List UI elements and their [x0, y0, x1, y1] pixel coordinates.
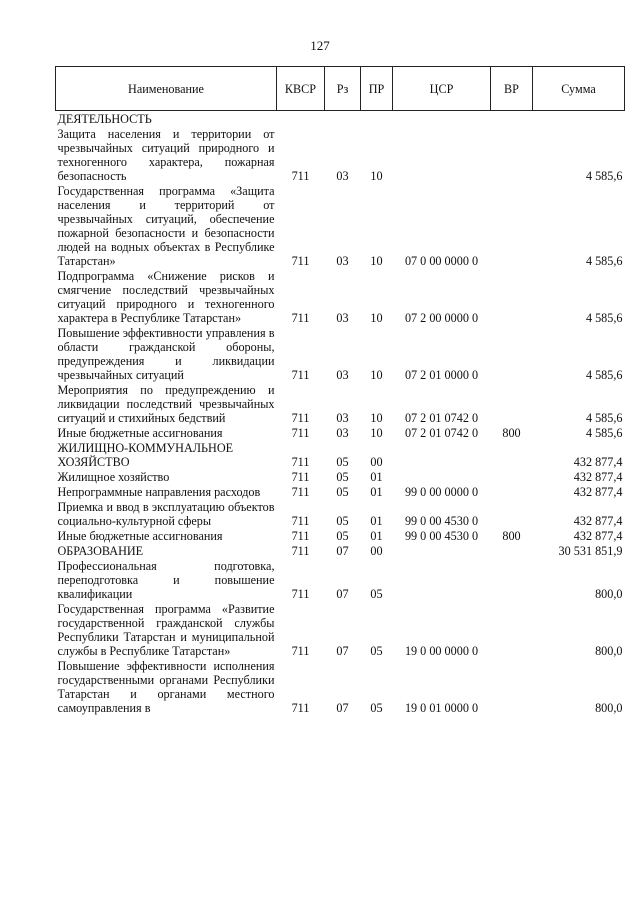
header-rz: Рз: [325, 67, 361, 111]
row-rz: 03: [336, 368, 349, 382]
row-sum: 800,0: [595, 701, 623, 715]
row-rz: 03: [336, 411, 349, 425]
row-csr: 07 2 00 0000 0: [404, 311, 479, 325]
row-rz: 07: [336, 544, 349, 558]
row-csr: 07 2 01 0742 0: [404, 426, 479, 440]
table-row: [56, 543, 625, 558]
row-sum: 432 877,4: [573, 455, 623, 469]
row-kvsr: 711: [291, 485, 310, 499]
table-row: [56, 469, 625, 484]
row-sum: 432 877,4: [573, 514, 623, 528]
row-pr: 10: [370, 368, 383, 382]
row-kvsr: 711: [291, 311, 310, 325]
row-vr: [491, 111, 533, 127]
row-pr: 00: [370, 455, 383, 469]
row-kvsr: 711: [291, 368, 310, 382]
row-name: Подпрограмма «Снижение рисков и смягчение последствий чрезвычайных ситуаций природного и техногенного характера в Республике Татарстан»: [57, 269, 275, 325]
row-vr: [491, 183, 533, 268]
row-csr: 99 0 00 4530 0: [404, 514, 479, 528]
row-sum: 432 877,4: [573, 485, 623, 499]
row-pr: 10: [370, 169, 383, 183]
row-kvsr: 711: [291, 587, 310, 601]
row-vr: [491, 382, 533, 425]
table-row: [56, 558, 625, 601]
row-name: ДЕЯТЕЛЬНОСТЬ: [57, 112, 152, 126]
row-vr: [491, 268, 533, 325]
header-name: Наименование: [56, 67, 277, 111]
row-pr: 10: [370, 426, 383, 440]
row-csr: 07 0 00 0000 0: [404, 254, 479, 268]
row-pr: 01: [370, 485, 383, 499]
table-row: [56, 325, 625, 382]
row-csr: [393, 469, 491, 484]
row-sum: 4 585,6: [585, 169, 623, 183]
row-kvsr: 711: [291, 529, 310, 543]
row-csr: [393, 543, 491, 558]
row-rz: 03: [336, 311, 349, 325]
table-row: [56, 658, 625, 715]
table-row: [56, 183, 625, 268]
row-name: Государственная программа «Защита населения и территорий от чрезвычайных ситуаций, обеспечение пожарной безопасности и безопасности людей на водных объектах в Республике Татарстан»: [57, 184, 275, 268]
row-pr: 05: [370, 587, 383, 601]
row-rz: 05: [336, 470, 349, 484]
row-vr: [491, 558, 533, 601]
row-sum: 800,0: [595, 644, 623, 658]
row-rz: 05: [336, 485, 349, 499]
row-vr: [491, 126, 533, 183]
header-sum: Сумма: [533, 67, 625, 111]
row-kvsr: 711: [291, 455, 310, 469]
page-number: 127: [310, 38, 330, 53]
row-name: Иные бюджетные ассигнования: [57, 529, 223, 543]
row-name: Профессиональная подготовка, переподготовка и повышение квалификации: [57, 559, 275, 601]
row-name: ОБРАЗОВАНИЕ: [57, 544, 144, 558]
row-kvsr: 711: [291, 544, 310, 558]
table-row: [56, 111, 625, 127]
row-rz: 05: [336, 529, 349, 543]
table-row: [56, 268, 625, 325]
row-csr: [393, 126, 491, 183]
row-name: Повышение эффективности исполнения государственными органами Республики Татарстан и органами местного самоуправления в: [57, 659, 275, 715]
row-pr: 01: [370, 514, 383, 528]
row-vr: [491, 325, 533, 382]
row-sum: 4 585,6: [585, 426, 623, 440]
row-kvsr: 711: [291, 644, 310, 658]
row-sum: 432 877,4: [573, 470, 623, 484]
row-pr: 05: [370, 644, 383, 658]
row-sum: 432 877,4: [573, 529, 623, 543]
row-pr: 10: [370, 411, 383, 425]
row-name: Иные бюджетные ассигнования: [57, 426, 223, 440]
header-pr: ПР: [361, 67, 393, 111]
table-row: [56, 440, 625, 469]
row-pr: 01: [370, 470, 383, 484]
row-sum: 4 585,6: [585, 411, 623, 425]
table-row: [56, 499, 625, 528]
row-vr: [491, 440, 533, 469]
row-sum: 4 585,6: [585, 368, 623, 382]
table-row: [56, 484, 625, 499]
row-csr: 99 0 00 4530 0: [404, 529, 479, 543]
table-row: [56, 601, 625, 658]
table-header-row: [56, 67, 625, 111]
row-vr: 800: [502, 426, 521, 440]
row-name: Повышение эффективности управления в области гражданской обороны, предупреждения и ликвидации чрезвычайных ситуаций: [57, 326, 275, 382]
budget-table: [55, 66, 625, 715]
row-rz: 05: [336, 455, 349, 469]
row-pr: 01: [370, 529, 383, 543]
row-kvsr: 711: [291, 169, 310, 183]
row-vr: [491, 601, 533, 658]
row-vr: 800: [502, 529, 521, 543]
row-rz: 05: [336, 514, 349, 528]
row-sum: 800,0: [595, 587, 623, 601]
row-csr: 07 2 01 0742 0: [404, 411, 479, 425]
row-csr: [393, 558, 491, 601]
row-kvsr: 711: [291, 254, 310, 268]
row-pr: 10: [370, 311, 383, 325]
row-sum: 4 585,6: [585, 311, 623, 325]
row-pr: [361, 111, 393, 127]
row-kvsr: 711: [291, 426, 310, 440]
row-csr: 19 0 00 0000 0: [404, 644, 479, 658]
row-name: Жилищное хозяйство: [57, 470, 170, 484]
row-kvsr: 711: [291, 411, 310, 425]
row-vr: [491, 499, 533, 528]
row-rz: 07: [336, 587, 349, 601]
row-pr: 05: [370, 701, 383, 715]
row-rz: 07: [336, 701, 349, 715]
row-rz: 07: [336, 644, 349, 658]
row-rz: [325, 111, 361, 127]
row-csr: 07 2 01 0000 0: [404, 368, 479, 382]
header-csr: ЦСР: [393, 67, 491, 111]
table-row: [56, 528, 625, 543]
row-rz: 03: [336, 426, 349, 440]
row-sum: 30 531 851,9: [558, 544, 623, 558]
row-name: Защита населения и территории от чрезвычайных ситуаций природного и техногенного характера, пожарная безопасность: [57, 127, 275, 183]
row-kvsr: 711: [291, 514, 310, 528]
row-pr: 00: [370, 544, 383, 558]
table-row: [56, 425, 625, 440]
header-kvsr: КВСР: [277, 67, 325, 111]
row-rz: 03: [336, 254, 349, 268]
header-vr: ВР: [491, 67, 533, 111]
row-name: ЖИЛИЩНО-КОММУНАЛЬНОЕ ХОЗЯЙСТВО: [57, 441, 234, 469]
row-kvsr: 711: [291, 470, 310, 484]
row-kvsr: [277, 111, 325, 127]
table-row: [56, 126, 625, 183]
row-sum: [533, 111, 625, 127]
row-kvsr: 711: [291, 701, 310, 715]
row-name: Приемка и ввод в эксплуатацию объектов социально-культурной сферы: [57, 500, 275, 528]
row-vr: [491, 484, 533, 499]
row-name: Государственная программа «Развитие государственной гражданской службы Республики Татарстан и муниципальной службы в Республике Татарстан»: [57, 602, 275, 658]
row-rz: 03: [336, 169, 349, 183]
row-csr: [393, 440, 491, 469]
row-sum: 4 585,6: [585, 254, 623, 268]
row-csr: 99 0 00 0000 0: [404, 485, 479, 499]
row-name: Непрограммные направления расходов: [57, 485, 261, 499]
row-vr: [491, 469, 533, 484]
row-name: Мероприятия по предупреждению и ликвидации последствий чрезвычайных ситуаций и стихийных бедствий: [57, 383, 275, 425]
row-csr: 19 0 01 0000 0: [404, 701, 479, 715]
row-pr: 10: [370, 254, 383, 268]
table-row: [56, 382, 625, 425]
row-csr: [393, 111, 491, 127]
row-vr: [491, 543, 533, 558]
row-vr: [491, 658, 533, 715]
